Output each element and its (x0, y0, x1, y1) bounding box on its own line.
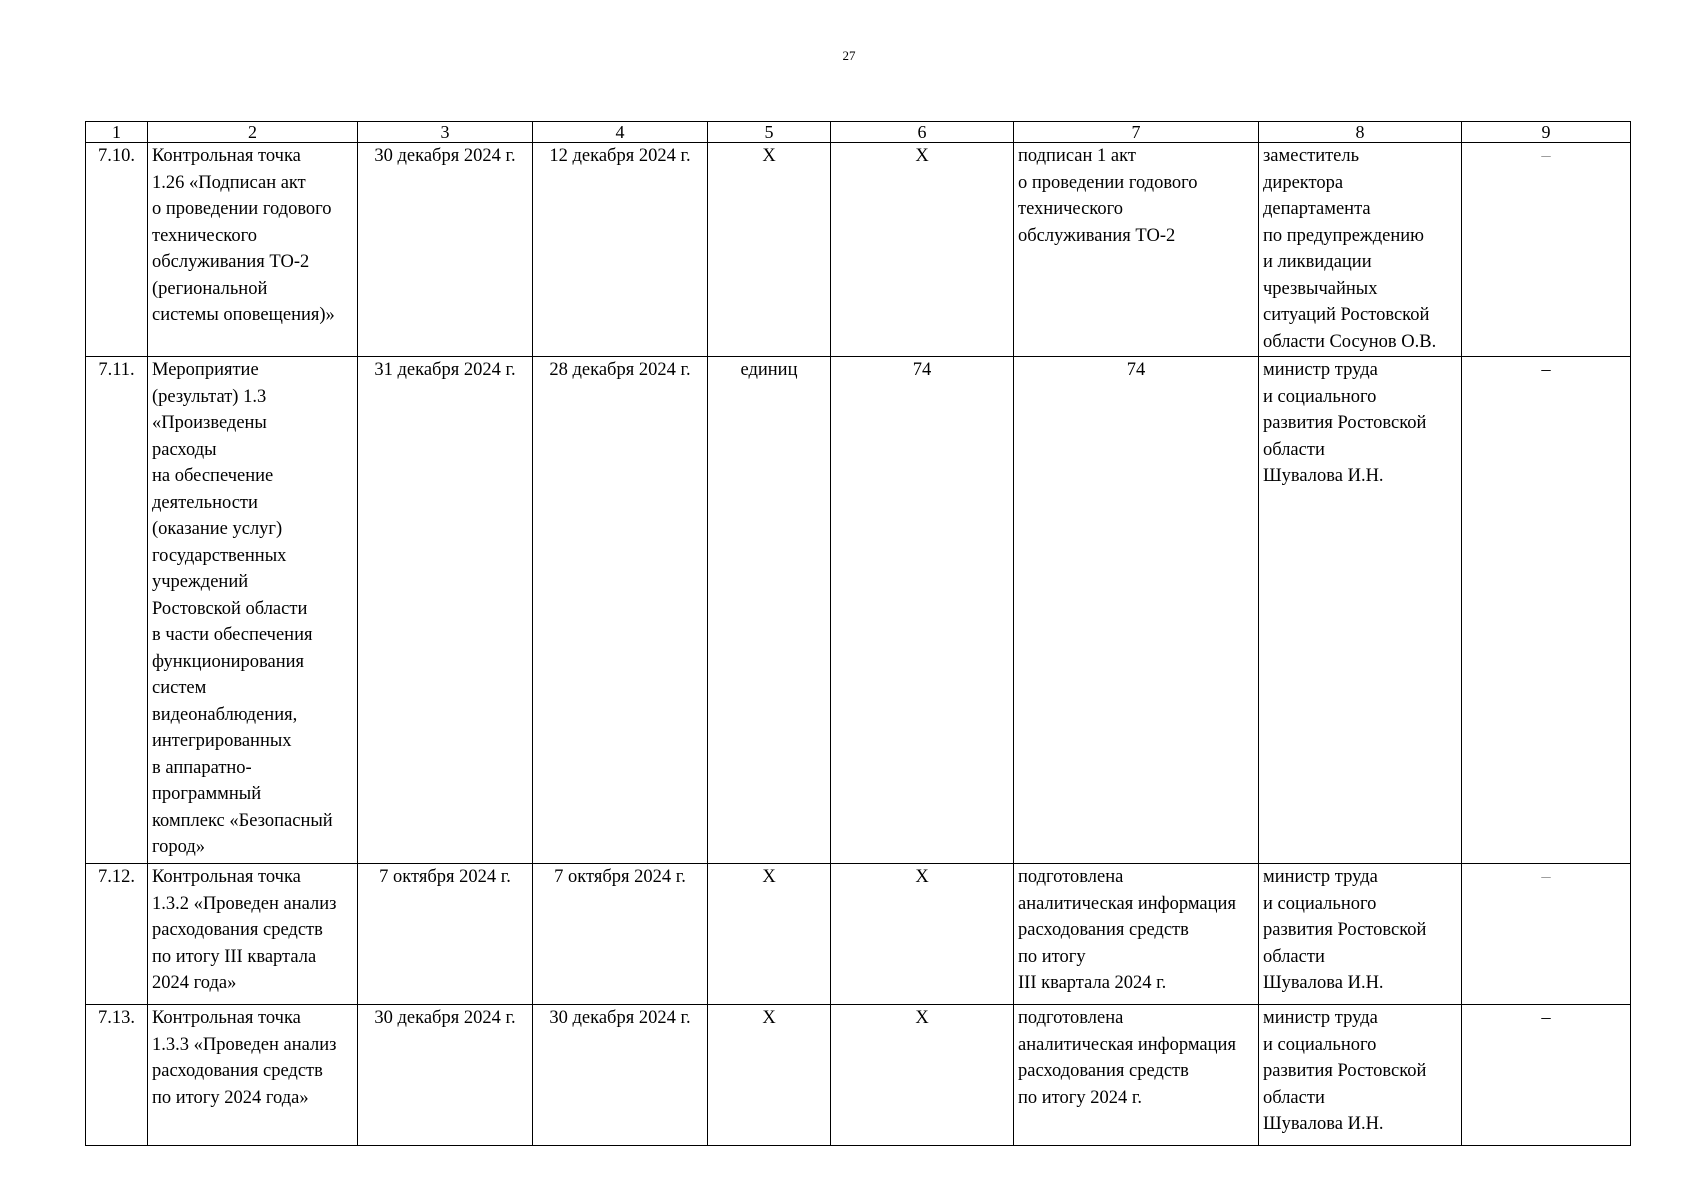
fact-date: 28 декабря 2024 г. (533, 357, 708, 864)
note: – (1462, 143, 1631, 357)
item-name: Контрольная точка 1.3.3 «Проведен анализ расходования средств по итогу 2024 года» (148, 1005, 358, 1146)
value: 74 (831, 357, 1014, 864)
table-row (86, 864, 1631, 1005)
note: – (1462, 1005, 1631, 1146)
column-header: 4 (533, 122, 708, 143)
row-number: 7.13. (86, 1005, 148, 1146)
column-header: 9 (1462, 122, 1631, 143)
column-header: 6 (831, 122, 1014, 143)
row-number: 7.12. (86, 864, 148, 1005)
value: Х (831, 143, 1014, 357)
unit: Х (708, 864, 831, 1005)
plan-date: 30 декабря 2024 г. (358, 143, 533, 357)
item-name: Мероприятие (результат) 1.3 «Произведены расходы на обеспечение деятельности (оказание услуг) государственных учреждений Ростовской области в части обеспечения функционирования систем видеонаблюдения, интегрированных в аппаратно- программный комплекс «Безопасный город» (148, 357, 358, 864)
column-header: 5 (708, 122, 831, 143)
item-name: Контрольная точка 1.26 «Подписан акт о проведении годового технического обслуживания ТО-2 (региональной системы оповещения)» (148, 143, 358, 357)
unit: единиц (708, 357, 831, 864)
plan-date: 7 октября 2024 г. (358, 864, 533, 1005)
plan-date: 31 декабря 2024 г. (358, 357, 533, 864)
note: – (1462, 864, 1631, 1005)
result: подготовлена аналитическая информация расходования средств по итогу III квартала 2024 г. (1014, 864, 1259, 1005)
item-name: Контрольная точка 1.3.2 «Проведен анализ расходования средств по итогу III квартала 2024 года» (148, 864, 358, 1005)
unit: Х (708, 143, 831, 357)
unit: Х (708, 1005, 831, 1146)
note: – (1462, 357, 1631, 864)
column-header: 7 (1014, 122, 1259, 143)
fact-date: 12 декабря 2024 г. (533, 143, 708, 357)
responsible: заместитель директора департамента по предупреждению и ликвидации чрезвычайных ситуаций Ростовской области Сосунов О.В. (1259, 143, 1462, 357)
column-header: 1 (86, 122, 148, 143)
row-number: 7.11. (86, 357, 148, 864)
result: подписан 1 акт о проведении годового технического обслуживания ТО-2 (1014, 143, 1259, 357)
row-number: 7.10. (86, 143, 148, 357)
column-header: 3 (358, 122, 533, 143)
column-header: 8 (1259, 122, 1462, 143)
plan-date: 30 декабря 2024 г. (358, 1005, 533, 1146)
result: подготовлена аналитическая информация расходования средств по итогу 2024 г. (1014, 1005, 1259, 1146)
responsible: министр труда и социального развития Ростовской области Шувалова И.Н. (1259, 1005, 1462, 1146)
table-row (86, 143, 1631, 357)
column-header: 2 (148, 122, 358, 143)
value: Х (831, 864, 1014, 1005)
fact-date: 7 октября 2024 г. (533, 864, 708, 1005)
result: 74 (1014, 357, 1259, 864)
table-row (86, 1005, 1631, 1146)
page-number: 27 (842, 48, 856, 63)
control-points-table (85, 121, 1631, 1146)
table-row (86, 357, 1631, 864)
fact-date: 30 декабря 2024 г. (533, 1005, 708, 1146)
value: Х (831, 1005, 1014, 1146)
responsible: министр труда и социального развития Ростовской области Шувалова И.Н. (1259, 357, 1462, 864)
responsible: министр труда и социального развития Ростовской области Шувалова И.Н. (1259, 864, 1462, 1005)
column-number-row (86, 122, 1631, 143)
